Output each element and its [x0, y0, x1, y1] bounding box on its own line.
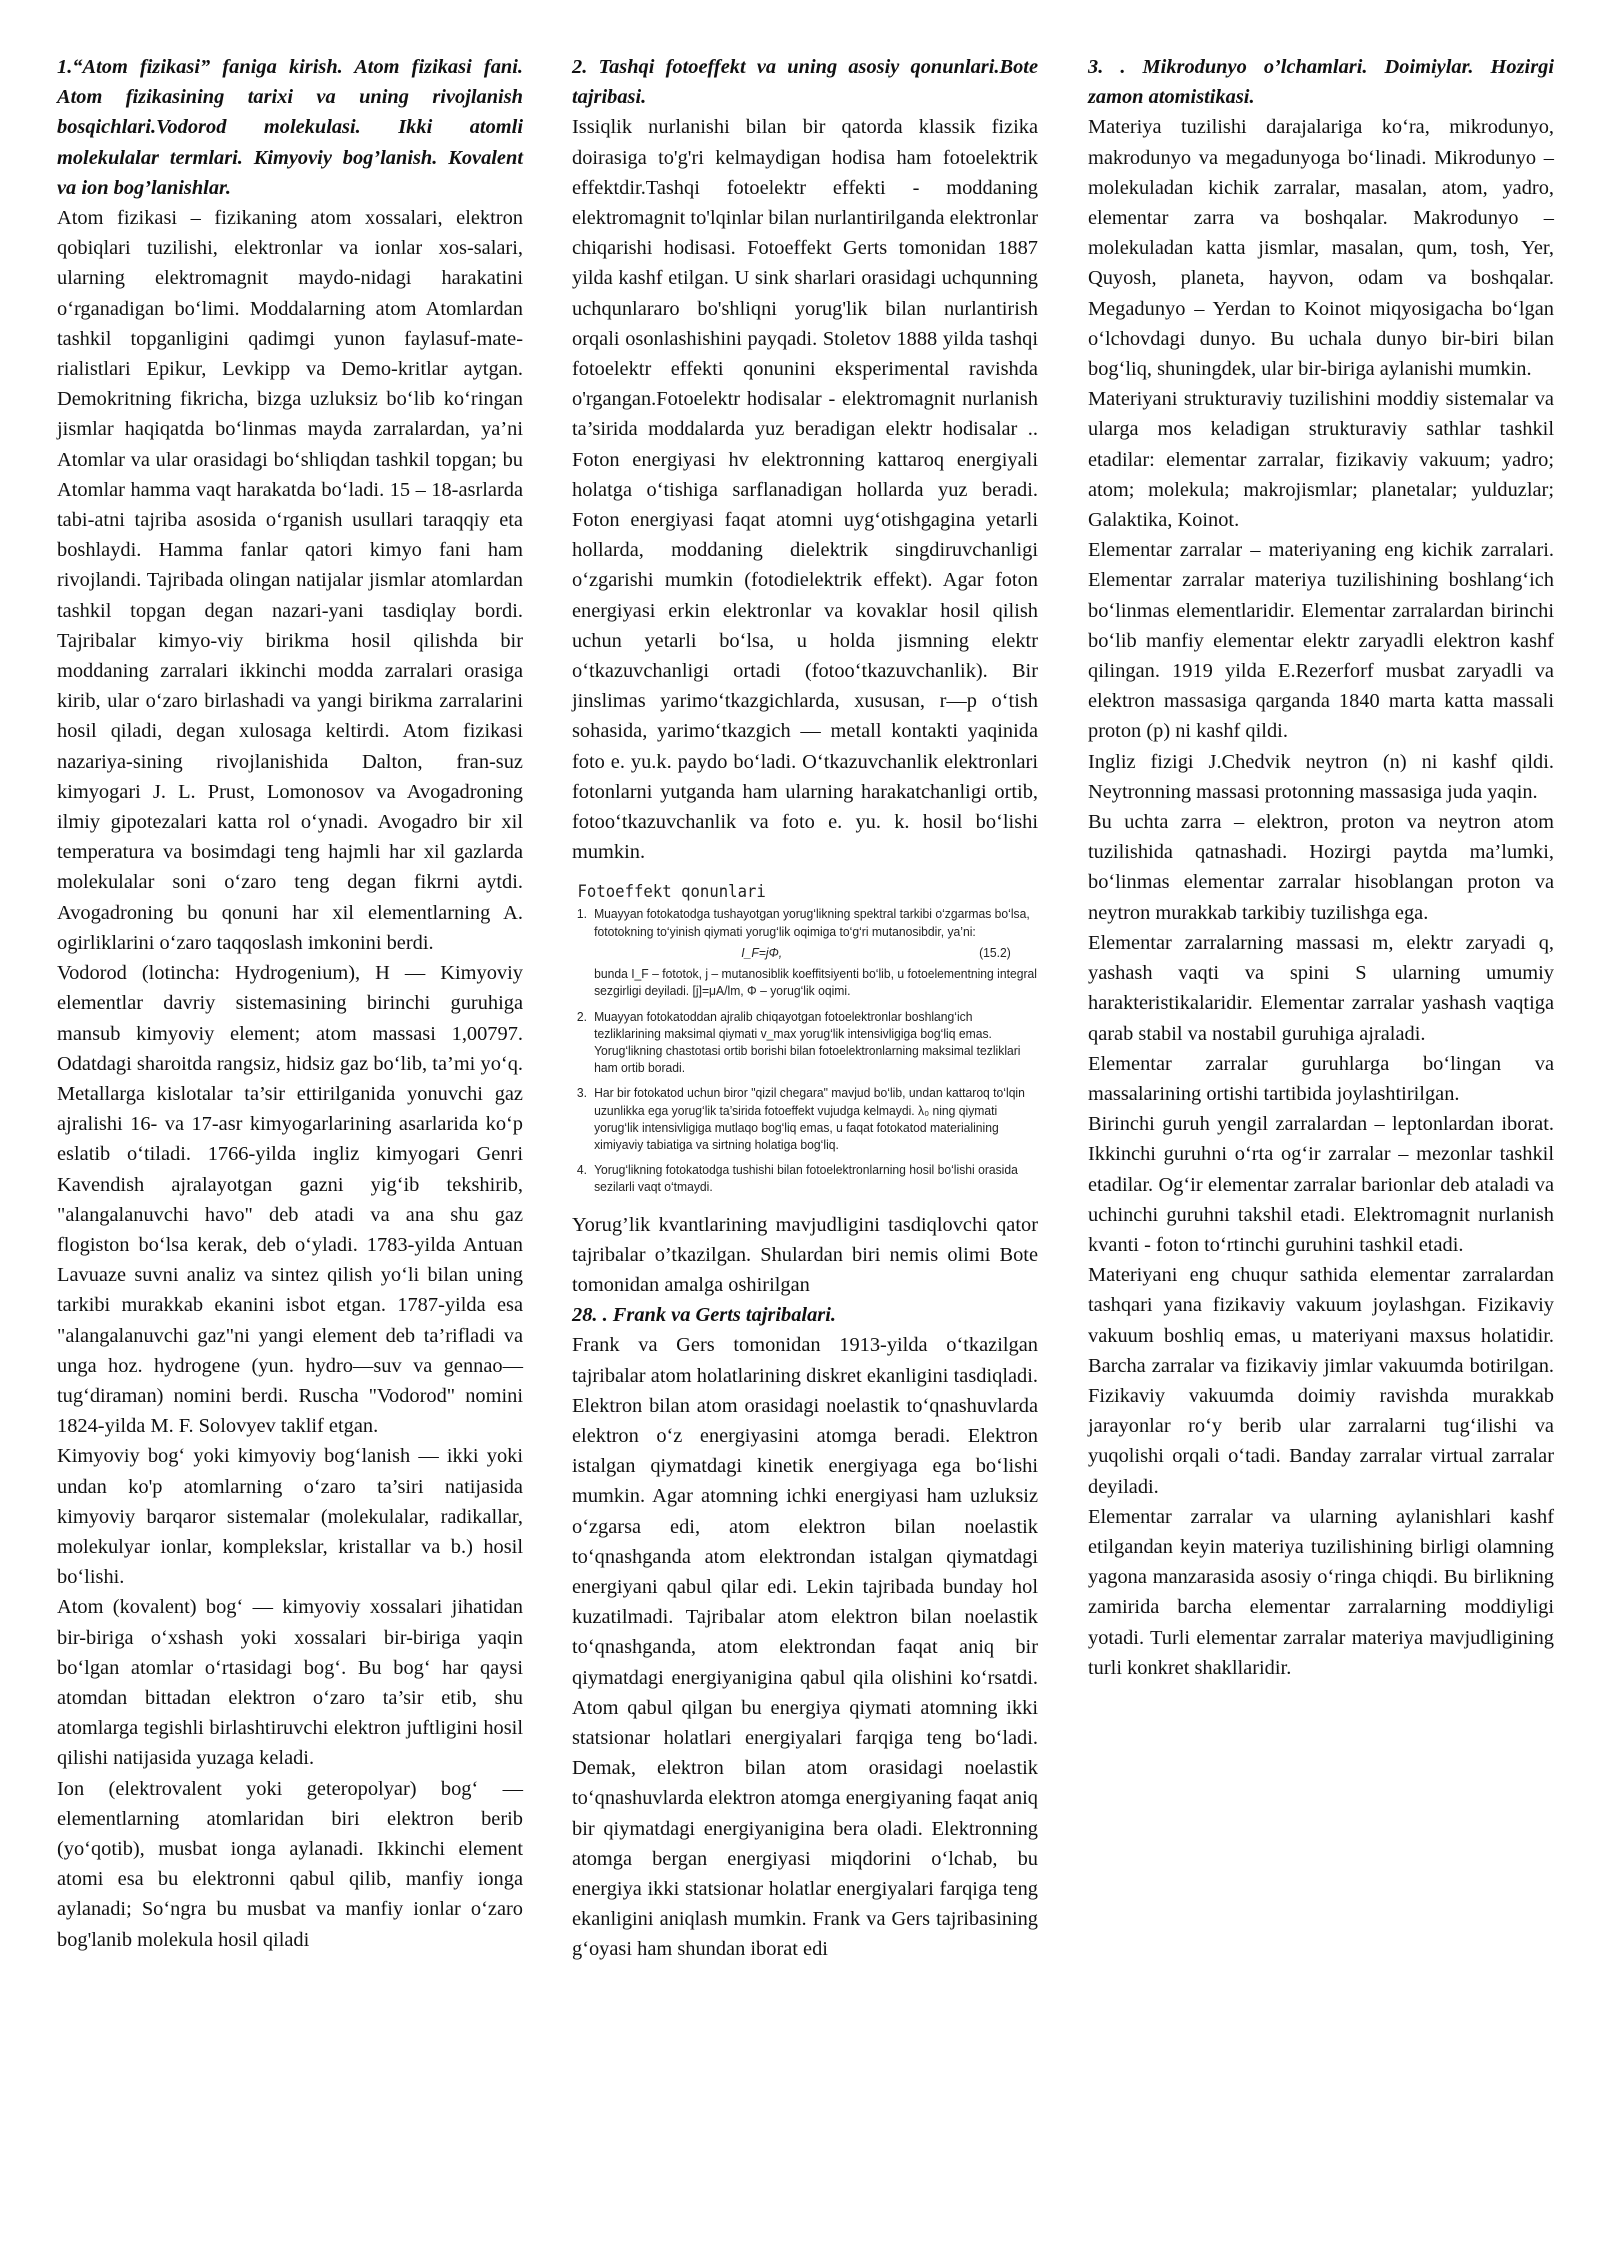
law-item: 4. Yorug‘likning fotokatodga tushishi bilan fotoelektronlarning hosil bo‘lishi orasida sezilarli vaqt o‘tmaydi. [590, 1161, 1038, 1195]
photoeffect-laws-list [572, 905, 1038, 1195]
law-item: 3. Har bir fotokatod uchun biror "qizil chegara" mavjud bo‘lib, undan kattaroq to‘lqin uzunlikka ega yorug‘lik ta’sirida fotoeffekt vujudga kelmaydi. λ₀ ning qiymati yorug‘lik intensivligiga mutlaqo bog‘liq emas, u faqat fotokatod materialining ximiyaviy tabiatiga va sirtning holatiga bog‘liq. [590, 1084, 1038, 1153]
law-text: Muayyan fotokatodga tushayotgan yorug‘likning spektral tarkibi o‘zgarmas bo‘lsa, fototokning to‘yinish qiymati yorug‘lik oqimiga to‘g‘ri mutanosibdir, ya’ni: [594, 906, 1030, 939]
paragraph: Ingliz fizigi J.Chedvik neytron (n) ni kashf qildi. Neytronning massasi protonning massasiga juda yaqin. [1088, 750, 1554, 803]
paragraph: Bu uchta zarra – elektron, proton va neytron atom tuzilishida qatnashadi. Hozirgi paytda ma’lumki, bo‘linmas elementar zarralar hisoblangan proton va neytron murakkab tarkibiy tuzilishga ega. [1088, 811, 1554, 924]
paragraph: Vodorod (lotincha: Hydrogenium), H — Kimyoviy elementlar davriy sistemasining birinchi guruhiga mansub kimyoviy element; atom massasi 1,00797. Odatdagi sharoitda rangsiz, hidsiz gaz bo‘lib, ta’mi yo‘q. Metallarga kislotalar ta’sir ettirilganida yonuvchi gaz ajralishi 16- va 17-asr kimyogarlarining asarlarida ko‘p eslatib o‘tiladi. 1766-yilda ingliz kimyogari Genri Kavendish ajralayotgan gazni yig‘ib tekshirib, "alangalanuvchi havo" deb atadi va ana shu gaz flogiston bo‘lsa kerak, deb o‘yladi. 1783-yilda Antuan Lavuaze suvni analiz va sintez qilish yo‘li bilan uning tarkibi murakkab ekanini isbot etgan. 1787-yilda esa "alangalanuvchi gaz"ni yangi element deb ta’rifladi va unga hoz. hydrogene (yun. hydro—suv va gennao—tug‘diraman) nomini berdi. Ruscha "Vodorod" nomini 1824-yilda M. F. Solovyev taklif etgan. [57, 962, 523, 1438]
section-heading-atom-physics: 1.“Atom fizikasi” faniga kirish. Atom fizikasi fani. Atom fizikasining tarixi va uning rivojlanish bosqichlari.Vodorod molekulasi. Ikki atomli molekulalar termlari. Kimyoviy bog’lanish. Kovalent va ion bog’lanishlar. [57, 56, 523, 199]
paragraph: Atom (kovalent) bog‘ — kimyoviy xossalari jihatidan bir-biriga o‘xshash yoki xossalari bir-biriga yaqin bo‘lgan atomlar o‘rtasidagi bog‘. Bu bog‘ har qaysi atomdan bittadan elektron o‘zaro ta’sir etib, shu atomlarga tegishli birlashtiruvchi elektron juftligini hosil qilishi natijasida yuzaga keladi. [57, 1596, 523, 1770]
photoeffect-laws-scan [572, 881, 1038, 1195]
paragraph: Atom fizikasi – fizikaning atom xossalari, elektron qobiqlari tuzilishi, elektronlar va ionlar xos-salari, ularning elektromagnit maydo-nidagi harakatini o‘rganadigan bo‘limi. Moddalarning atom Atomlardan tashkil topganligini qadimgi yunon faylasuf-mate-rialistlari Epikur, Levkipp va Demo-kritlar aytgan. Demokritning fikricha, bizga uzluksiz bo‘lib ko‘ringan jismlar haqiqatda bo‘linmas mayda zarralardan, ya’ni Atomlar va ular orasidagi bo‘shliqdan tashkil topgan; bu Atomlar hamma vaqt harakatda bo‘ladi. 15 – 18-asrlarda tabi-atni tajriba asosida o‘rganish usullari taraqqiy eta boshlaydi. Hamma fanlar qatori kimyo fani ham rivojlandi. Tajribada olingan natijalar jismlar atomlardan tashkil topgan degan nazari-yani tasdiqlay bordi. Tajribalar kimyo-viy birikma hosil qilishda bir moddaning zarralari ikkinchi modda zarralari orasiga kirib, ular o‘zaro birlashadi va yangi birikma zarralarini hosil qiladi, degan xulosaga keltirdi. Atom fizikasi nazariya-sining rivojlanishida Dalton, fran-suz kimyogari J. L. Prust, Lomonosov va Avogadroning ilmiy gipotezalari katta rol o‘ynadi. Avogadro bir xil temperatura va bosimdagi teng hajmli har xil gazlarda molekulalar soni o‘zaro teng degan fikrni aytdi. Avogadroning bu qonuni har xil elementlarning A. ogirliklarini o‘zaro taqqoslash imkonini berdi. [57, 207, 523, 954]
law-text-continued: bunda I_F – fototok, j – mutanosiblik koeffitsiyenti bo‘lib, u fotoelementning integral sezgirligi deyiladi. [j]=μA/lm, Φ – yorug‘lik oqimi. [594, 966, 1037, 999]
paragraph: Frank va Gers tomonidan 1913-yilda o‘tkazilgan tajribalar atom holatlarining diskret ekanligini tasdiqladi. Elektron bilan atom orasidagi noelastik to‘qnashuvlarda elektron o‘z energiyasini atomga beradi. Elektron istalgan qiymatdagi kinetik energiyaga ega bo‘lishi mumkin. Agar atomning ichki energiyasi ham uzluksiz o‘zgarsa edi, atom elektron bilan noelastik to‘qnashganda atom elektrondan istalgan qiymatdagi energiyani qabul qilar edi. Lekin tajribada bunday hol kuzatilmadi. Tajribalar atom elektron bilan noelastik to‘qnashganda, atom elektrondan faqat aniq bir qiymatdagi energiyanigina qabul qila olishini ko‘rsatdi. Atom qabul qilgan bu energiya qiymati atomning ikki statsionar holatlari energiyalari farqiga teng bo‘ladi. Demak, elektron bilan atom orasidagi noelastik to‘qnashuvlarda elektron atomga energiyaning faqat aniq bir qiymatdagi energiyanigina bera oladi. Elektronning atomga bergan energiyasi miqdorini o‘lchab, bu energiya ikki statsionar holatlar energiyalari farqiga teng ekanligini aniqlash mumkin. Frank va Gers tajribasining g‘oyasi ham shundan iborat edi [572, 1334, 1038, 1961]
column-1 [57, 52, 523, 1955]
section-heading-franck-hertz: 28. . Frank va Gerts tajribalari. [572, 1304, 836, 1327]
paragraph: Ion (elektrovalent yoki geteropolyar) bog‘ — elementlarning atomlaridan biri elektron berib (yo‘qotib), musbat ionga aylanadi. Ikkinchi element atomi esa bu elektronni qabul qilib, manfiy ionga aylanadi; So‘ngra bu musbat va manfiy ionlar o‘zaro bog'lanib molekula hosil qiladi [57, 1777, 523, 1951]
column-2 [572, 52, 1038, 1965]
section-heading-photoeffect: 2. Tashqi fotoeffekt va uning asosiy qonunlari.Bote tajribasi. [572, 56, 1038, 109]
paragraph: Materiyani eng chuqur sathida elementar zarralardan tashqari yana fizikaviy vakuum joylashgan. Fizikaviy vakuum boshliq emas, u materiyani maxsus holatidir. Barcha zarralar va fizikaviy jimlar vakuumda botirilgan. Fizikaviy vakuumda doimiy ravishda murakkab jarayonlar ro‘y berib ular zarralarni tug‘ilishi va yuqolishi orqali o‘tadi. Banday zarralar virtual zarralar deyiladi. [1088, 1264, 1554, 1498]
paragraph: Issiqlik nurlanishi bilan bir qatorda klassik fizika doirasiga to'g'ri kelmaydigan hodisa ham fotoelektrik effektdir.Tashqi fotoelektr effekti - moddaning elektromagnit to'lqinlar bilan nurlantirilganda elektronlar chiqarishi hodisasi. Fotoeffekt Gerts tomonidan 1887 yilda kashf etilgan. U sink sharlari orasidagi uchqunning uchqunlararo bo'shliqni yorug'lik bilan nurlantirish orqali osonlashishini payqadi. Stoletov 1888 yilda tashqi fotoelektr effekti qonunini eksperimental ravishda o'rgangan.Fotoelektr hodisalar - elektromagnit nurlanish ta’sirida moddalarda yuz beradigan elektr hodisalar .. Foton energiyasi hv elektronning kattaroq energiyali holatga o‘tishiga sarflanadigan hollarda yuz beradi. Foton energiyasi faqat atomni uyg‘otishgagina yetarli hollarda, moddaning dielektrik singdiruvchanligi o‘zgarishi mumkin (fotodielektrik effekt). Agar foton energiyasi erkin elektronlar va kovaklar hosil qilish uchun yetarli bo‘lsa, u holda jismning elektr o‘tkazuvchanligi ortadi (fotoo‘tkazuvchanlik). Bir jinslimas yarimo‘tkazgichlarda, xususan, r—p o‘tish sohasida, yarimo‘tkazgich — metall kontakti yaqinida foto e. yu.k. paydo bo‘ladi. O‘tkazuvchanlik elektronlari fotonlarni yutganda ham ularning harakatchanligi ortib, fotoo‘tkazuvchanlik va foto e. yu. k. hosil bo‘lishi mumkin. [572, 116, 1038, 864]
section-heading-microworld: 3. . Mikrodunyo o’lchamlari. Doimiylar. Hozirgi zamon atomistikasi. [1088, 56, 1554, 109]
formula: I_F=jΦ, [741, 944, 783, 960]
paragraph: Elementar zarralarning massasi m, elektr zaryadi q, yashash vaqti va spini S ularning umumiy harakteristikalaridir. Elementar zarralar yashash vaqtiga qarab stabil va nostabil guruhiga ajraladi. [1088, 931, 1554, 1045]
column-3 [1088, 52, 1554, 1683]
law-item [590, 905, 1038, 999]
law-item: 2. Muayyan fotokatoddan ajralib chiqayotgan fotoelektronlar boshlang‘ich tezliklarining maksimal qiymati v_max yorug‘lik intensivligiga bog‘liq emas. Yorug‘likning chastotasi ortib borishi bilan fotoelektronlarning maksimal tezliklari ham ortib boradi. [590, 1008, 1038, 1077]
paragraph: Yorug’lik kvantlarining mavjudligini tasdiqlovchi qator tajribalar o’tkazilgan. Shulardan biri nemis olimi Bote tomonidan amalga oshirilgan [572, 1213, 1038, 1296]
paragraph: Kimyoviy bog‘ yoki kimyoviy bog‘lanish — ikki yoki undan ko'p atomlarning o‘zaro ta’siri natijasida kimyoviy barqaror sistemalar (molekulalar, radikallar, molekulyar ionlar, komplekslar, kristallar va b.) hosil bo‘lishi. [57, 1445, 523, 1589]
paragraph: Elementar zarralar va ularning aylanishlari kashf etilgandan keyin materiya tuzilishining birligi olamning yagona manzarasida asosiy o‘ringa chiqdi. Bu birlikning zamirida barcha elementar zarralarning moddiyligi yotadi. Turli elementar zarralar materiya mavjudligining turli konkret shakllaridir. [1088, 1505, 1554, 1679]
paragraph: Elementar zarralar – materiyaning eng kichik zarralari. Elementar zarralar materiya tuzilishining boshlang‘ich bo‘linmas elementlaridir. Elementar zarralardan birinchi bo‘lib manfiy elementar elektr zaryadli elektron kashf qilingan. 1919 yilda E.Rezerforf musbat zaryadli va elektron massasiga qarganda 1840 marta katta massali proton (p) ni kashf qildi. [1088, 539, 1554, 743]
paragraph: Materiya tuzilishi darajalariga ko‘ra, mikrodunyo, makrodunyo va megadunyoga bo‘linadi. Mikrodunyo – molekuladan kichik zarralar, masalan, atom, yadro, elementar zarra va boshqalar. Makrodunyo – molekuladan katta jismlar, masalan, qum, tosh, Yer, Quyosh, planeta, hayvon, odam va boshqalar. Megadunyo – Yerdan to Koinot miqyosigacha bo‘lgan o‘lchovdagi dunyo. Bu uchala dunyo bir-biri bilan bog‘liq, shuningdek, ular bir-biriga aylanishi mumkin. [1088, 116, 1554, 381]
photoeffect-laws-title: Fotoeffekt qonunlari [577, 882, 766, 903]
paragraph: Materiyani strukturaviy tuzilishini moddiy sistemalar va ularga mos keladigan strukturaviy sathlar tashkil etadilar: elementar zarralar, fizikaviy vakuum; yadro; atom; molekula; makrojismlar; planetalar; yulduzlar; Galaktika, Koinot. [1088, 388, 1554, 532]
formula-number: (15.2) [979, 944, 1011, 960]
formula-line [594, 940, 1038, 965]
paragraph: Birinchi guruh yengil zarralardan – leptonlardan iborat. Ikkinchi guruhni o‘rta og‘ir zarralar – mezonlar tashkil etadilar. Og‘ir elementar zarralar barionlar deb ataladi va uchinchi guruhni takshil etadi. Elektromagnit nurlanish kvanti - foton to‘rtinchi guruhini tashkil etadi. [1088, 1113, 1554, 1256]
paragraph: Elementar zarralar guruhlarga bo‘lingan va massalarining ortishi tartibida joylashtirilgan. [1088, 1052, 1554, 1105]
